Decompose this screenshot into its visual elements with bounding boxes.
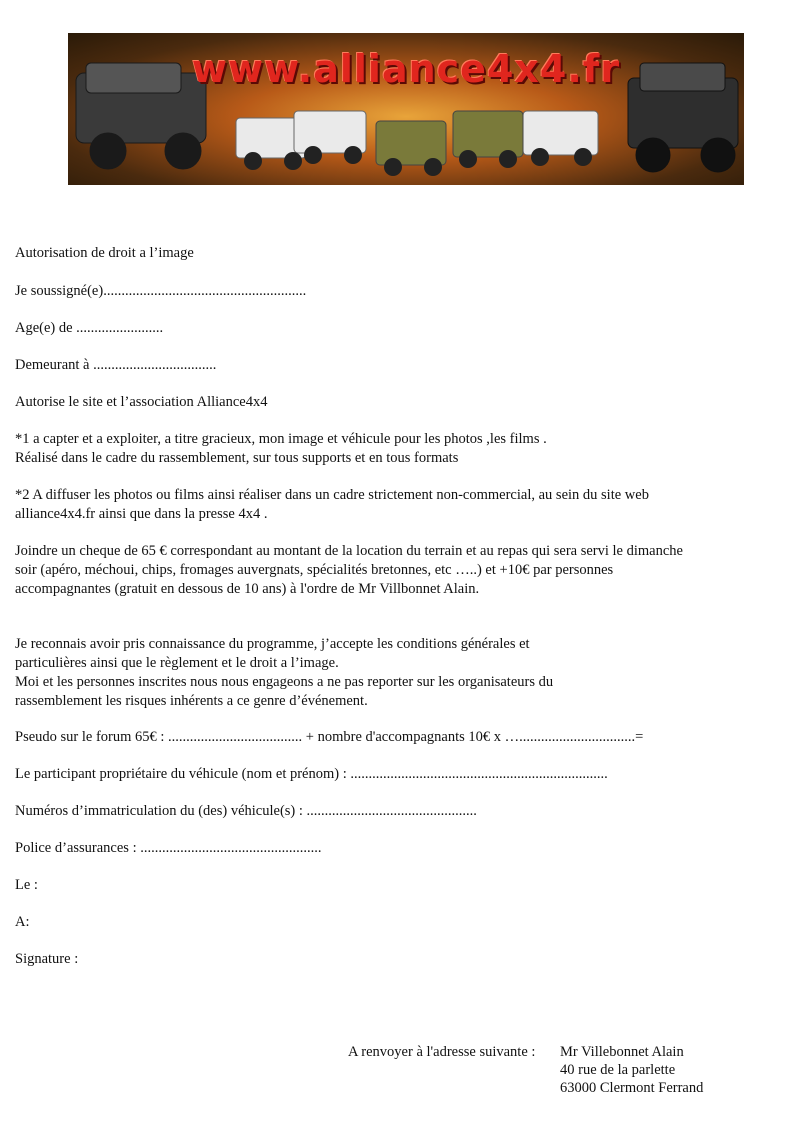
cheque-line3: accompagnantes (gratuit en dessous de 10 ans) à l'ordre de Mr Villbonnet Alain. <box>15 581 480 597</box>
header-banner <box>68 33 744 185</box>
date-field: Le : <box>15 877 38 893</box>
participant-field: Le participant propriétaire du véhicule (nom et prénom) : ....................................................................... <box>15 766 608 782</box>
address-city: 63000 Clermont Ferrand <box>560 1080 704 1096</box>
signature-field: Signature : <box>15 951 79 967</box>
reconnais-line4: rassemblement les risques inhérents a ce genre d’événement. <box>15 693 368 709</box>
clause1-line2: Réalisé dans le cadre du rassemblement, sur tous supports et en tous formats <box>15 450 459 466</box>
reconnais-line1: Je reconnais avoir pris connaissance du programme, j’accepte les conditions générales et <box>15 636 530 652</box>
form-heading: Autorisation de droit a l’image <box>15 245 194 261</box>
reconnais-line2: particulières ainsi que le règlement et le droit a l’image. <box>15 655 339 671</box>
clause2-line1: *2 A diffuser les photos ou films ainsi réaliser dans un cadre strictement non-commercial, au sein du site web <box>15 487 649 503</box>
clause1-line1: *1 a capter et a exploiter, a titre gracieux, mon image et véhicule pour les photos ,les films . <box>15 431 547 447</box>
soussigne-field: Je soussigné(e)........................................................ <box>15 283 307 299</box>
demeurant-field: Demeurant à .................................. <box>15 357 217 373</box>
address-street: 40 rue de la parlette <box>560 1062 676 1078</box>
site-logo-text: www.alliance4x4.fr <box>191 47 621 91</box>
reconnais-line3: Moi et les personnes inscrites nous nous engageons a ne pas reporter sur les organisateurs du <box>15 674 554 690</box>
cheque-line1: Joindre un cheque de 65 € correspondant au montant de la location du terrain et au repas qui sera servi le dimanche <box>15 543 683 559</box>
police-field: Police d’assurances : .................................................. <box>15 840 322 856</box>
address-label: A renvoyer à l'adresse suivante : <box>348 1044 536 1060</box>
immatriculation-field: Numéros d’immatriculation du (des) véhicule(s) : ............................................... <box>15 803 477 819</box>
cheque-line2: soir (apéro, méchoui, chips, fromages auvergnats, spécialités bretonnes, etc …..) et +10€ par personnes <box>15 562 614 578</box>
pseudo-field: Pseudo sur le forum 65€ : ..................................... + nombre d'accompagnants 10€ x …................................= <box>15 729 644 745</box>
age-field: Age(e) de ........................ <box>15 320 164 336</box>
autorise-text: Autorise le site et l’association Alliance4x4 <box>15 394 268 410</box>
place-field: A: <box>15 914 30 930</box>
clause2-line2: alliance4x4.fr ainsi que dans la presse 4x4 . <box>15 506 268 522</box>
address-name: Mr Villebonnet Alain <box>560 1044 684 1060</box>
